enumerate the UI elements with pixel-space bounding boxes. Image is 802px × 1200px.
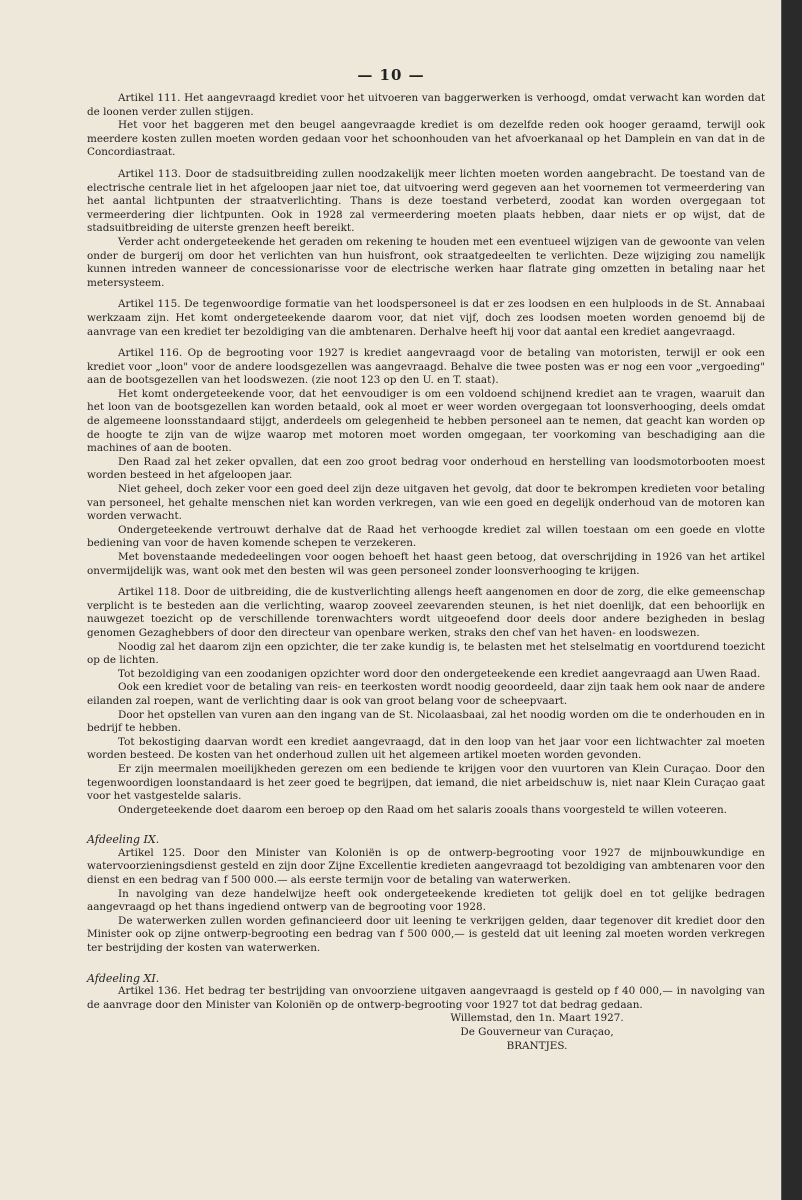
paragraph: Er zijn meermalen moeilijkheden gerezen om een bediende te krijgen voor den vuurtoren van Klein Curaçao. Door den tegenwoordigen loonstandaard is het zeer goed te begrijpen, dat iemand, die niet arbeidschuw is, niet naar Klein Curaçao gaat voor het vastgestelde salaris. bbox=[87, 762, 765, 803]
paragraph: Door het opstellen van vuren aan den ingang van de St. Nicolaasbaai, zal het noodig worden om die te onderhouden en in bedrijf te hebben. bbox=[87, 708, 765, 735]
paragraph-art-111: Artikel 111. Het aangevraagd krediet voor het uitvoeren van baggerwerken is verhoogd, omdat verwacht kan worden dat de loonen verder zullen stijgen. bbox=[87, 92, 765, 118]
paragraph: Ook een krediet voor de betaling van reis- en teerkosten wordt noodig geoordeeld, daar zijn taak hem ook naar de andere eilanden zal roepen, want de verlichting daar is ook van groot belang voor de scheepvaart. bbox=[87, 681, 765, 707]
paragraph: Tot bezoldiging van een zoodanigen opzichter word door den ondergeteekende een krediet aangevraagd aan Uwen Raad. bbox=[118, 667, 761, 680]
paragraph-art-116: Artikel 116. Op de begrooting voor 1927 is krediet aangevraagd voor de betaling van motoristen, terwijl er ook een krediet voor „loon" voor de andere loodsgezellen was aangevraagd. Behalve die twee posten was er nog een voor „vergoeding" aan de bootsgezellen van het loodswezen. (zie noot 123 op den U. en T. staat). bbox=[87, 347, 765, 387]
paragraph: Het komt ondergeteekende voor, dat het eenvoudiger is om een voldoend schijnend krediet aan te vragen, waaruit dan het loon van de bootsgezellen kan worden betaald, ook al moet er weer worden overgegaan tot loonsverhooging, deels omdat de algemeene loonsstandaard stijgt, anderdeels om gelegenheid te hebben personeel aan te nemen, dat geacht kan worden op de hoogte te zijn van de wijze waarop met motoren moet worden omgegaan, ter voorkoming van beschadiging aan die machines of aan de booten. bbox=[87, 387, 765, 455]
signatory-office: De Gouverneur van Curaçao, bbox=[460, 1026, 614, 1038]
signatory-name: BRANTJES. bbox=[506, 1039, 568, 1052]
place-date: Willemstad, den 1n. Maart 1927. bbox=[450, 1012, 624, 1025]
paragraph-art-125: Artikel 125. Door den Minister van Koloniën is op de ontwerp-begrooting voor 1927 de mijnbouwkundige en watervoorzieningsdienst gesteld en zijn door Zijne Excellentie kredieten aangevraagd tot bezoldiging van ambtenaren voor den dienst en een bedrag van f 500 000.— als eerste termijn voor de betaling van waterwerken. bbox=[87, 846, 765, 887]
paragraph: Niet geheel, doch zeker voor een goed deel zijn deze uitgaven het gevolg, dat door te bekrompen kredieten voor betaling van personeel, het gehalte menschen niet kan worden verkregen, van wie een goed en degelijk onderhoud van de motoren kan worden verwacht. bbox=[87, 483, 765, 523]
paragraph: Den Raad zal het zeker opvallen, dat een zoo groot bedrag voor onderhoud en herstelling van loodsmotorbooten moest worden besteed in het afgeloopen jaar. bbox=[87, 455, 765, 482]
paragraph-art-118: Artikel 118. Door de uitbreiding, die de kustverlichting allengs heeft aangenomen en door de zorg, die elke gemeenschap verplicht is te besteden aan die verlichting, waarop zooveel zeevarenden steunen, is het niet doenlijk, dat een behoorlijk en nauwgezet toezicht op de verschillende torenwachters wordt uitgeoefend door deels door andere bezigheden in beslag genomen Gezaghebbers of door den directeur van openbare werken, straks den chef van het haven- en loodswezen. bbox=[87, 586, 765, 639]
paragraph: Ondergeteekende vertrouwt derhalve dat de Raad het verhoogde krediet zal willen toestaan om een goede en vlotte bediening van voor de haven komende schepen te verzekeren. bbox=[87, 523, 765, 550]
section-heading-ix: Afdeeling IX. bbox=[87, 833, 160, 847]
paragraph: Ondergeteekende doet daarom een beroep op den Raad om het salaris zooals thans voorgesteld te willen voteeren. bbox=[118, 803, 727, 816]
binding-edge bbox=[781, 0, 802, 1200]
paragraph: Het voor het baggeren met den beugel aangevraagde krediet is om dezelfde reden ook hooger geraamd, terwijl ook meerdere kosten zullen moeten worden gedaan voor het schoonhouden van het afvoerkanaal op het Damplein en van dat in de Concordiastraat. bbox=[87, 119, 765, 159]
paragraph: De waterwerken zullen worden gefinancieerd door uit leening te verkrijgen gelden, daar tegenover dit krediet door den Minister ook op zijne ontwerp-begrooting een bedrag van f 500 000,— is gesteld dat uit leening zal moeten worden verkregen ter bestrijding der kosten van waterwerken. bbox=[87, 914, 765, 955]
paragraph: In navolging van deze handelwijze heeft ook ondergeteekende kredieten tot gelijk doel en tot gelijke bedragen aangevraagd op het thans ingediend ontwerp van de begrooting voor 1928. bbox=[87, 887, 765, 914]
paragraph: Verder acht ondergeteekende het geraden om rekening te houden met een eventueel wijzigen van de gewoonte van velen onder de burgerij om door het verlichten van hun huisfront, ook straatgedeelten te verlichten. Deze wijziging zou namelijk kunnen intreden wanneer de concessionarisse voor de electrische werken haar flatrate ging omzetten in betaling naar het metersysteem. bbox=[87, 235, 765, 289]
paragraph-art-136: Artikel 136. Het bedrag ter bestrijding van onvoorziene uitgaven aangevraagd is gesteld op f 40 000,— in navolging van de aanvrage door den Minister van Koloniën op de ontwerp-begrooting voor 1927 tot dat bedrag gedaan. bbox=[87, 985, 765, 1011]
paragraph-art-115: Artikel 115. De tegenwoordige formatie van het loodspersoneel is dat er zes loodsen en een hulploods in de St. Annabaai werkzaam zijn. Het komt ondergeteekende daarom voor, dat niet vijf, doch zes loodsen moeten worden genoemd bij de aanvrage van een krediet ter bezoldiging van die ambtenaren. Derhalve heeft hij voor dat aantal een krediet aangevraagd. bbox=[87, 298, 765, 338]
paragraph: Noodig zal het daarom zijn een opzichter, die ter zake kundig is, te belasten met het stelselmatig en voortdurend toezicht op de lichten. bbox=[87, 640, 765, 667]
paragraph: Met bovenstaande mededeelingen voor oogen behoeft het haast geen betoog, dat overschrijding in 1926 van het artikel onvermijdelijk was, want ook met den besten wil was geen personeel zonder loonsverhooging te krijgen. bbox=[87, 551, 765, 577]
page-number: — 10 — bbox=[357, 66, 425, 84]
section-heading-xi: Afdeeling XI. bbox=[87, 971, 160, 985]
document-body bbox=[87, 92, 765, 1053]
paragraph: Tot bekostiging daarvan wordt een krediet aangevraagd, dat in den loop van het jaar voor een lichtwachter zal moeten worden besteed. De kosten van het onderhoud zullen uit het algemeen artikel moeten worden gevonden. bbox=[87, 735, 765, 762]
paragraph-art-113: Artikel 113. Door de stadsuitbreiding zullen noodzakelijk meer lichten moeten worden aangebracht. De toestand van de electrische centrale liet in het afgeloopen jaar niet toe, dat uitvoering werd gegeven aan het voornemen tot vermeerdering van het aantal lichtpunten der straatverlichting. Thans is deze toestand verbeterd, zoodat kan worden overgegaan tot vermeerdering dier lichtpunten. Ook in 1928 zal vermeerdering moeten plaats hebben, daar niets er op wijst, dat de stadsuitbreiding de uiterste grenzen heeft bereikt. bbox=[87, 167, 765, 235]
